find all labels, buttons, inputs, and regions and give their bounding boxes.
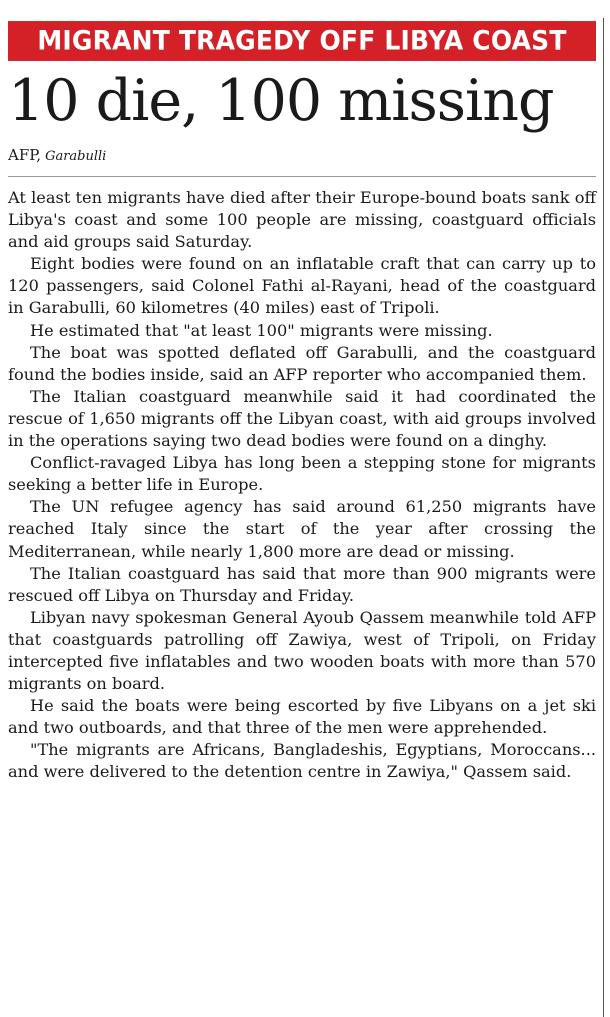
body-paragraph: The UN refugee agency has said around 61,250 migrants have reached Italy since the start of the year after crossing the Mediterranean, while nearly 1,800 more are dead or missing. xyxy=(8,497,596,561)
body-paragraph: He estimated that "at least 100" migrants were missing. xyxy=(30,320,493,340)
headline: 10 die, 100 missing xyxy=(8,68,554,134)
body-paragraph: Libyan navy spokesman General Ayoub Qassem meanwhile told AFP that coastguards patrolling off Zawiya, west of Tripoli, on Friday intercepted five inflatables and two wooden boats with more than 570 migrants on board. xyxy=(8,607,596,694)
body-paragraph: The Italian coastguard meanwhile said it had coordinated the rescue of 1,650 migrants off the Libyan coast, with aid groups involved in the operations saying two dead bodies were found on a dinghy. xyxy=(8,386,596,451)
body-paragraph: He said the boats were being escorted by five Libyans on a jet ski and two outboards, and that three of the men were apprehended. xyxy=(8,696,596,738)
byline xyxy=(8,146,596,166)
column-edge-rule xyxy=(603,18,604,1017)
byline-dateline: Garabulli xyxy=(45,149,107,164)
article-body xyxy=(8,187,596,784)
kicker-banner: MIGRANT TRAGEDY OFF LIBYA COAST xyxy=(8,21,596,61)
body-paragraph: "The migrants are Africans, Bangladeshis, Egyptians, Moroccans... and were delivered to the detention centre in Zawiya," Qassem said. xyxy=(8,740,596,782)
byline-agency: AFP, xyxy=(8,146,42,164)
body-paragraph: The boat was spotted deflated off Garabulli, and the coastguard found the bodies inside, said an AFP reporter who accompanied them. xyxy=(8,342,596,384)
body-paragraph: The Italian coastguard has said that more than 900 migrants were rescued off Libya on Thursday and Friday. xyxy=(8,563,596,605)
body-paragraph: At least ten migrants have died after their Europe-bound boats sank off Libya's coast and some 100 people are missing, coastguard officials and aid groups said Saturday. xyxy=(8,188,596,252)
body-paragraph: Eight bodies were found on an inflatable craft that can carry up to 120 passengers, said Colonel Fathi al-Rayani, head of the coastguard in Garabulli, 60 kilometres (40 miles) east of Tripoli. xyxy=(8,254,596,318)
news-article xyxy=(8,0,596,784)
byline-divider xyxy=(8,176,596,177)
body-paragraph: Conflict-ravaged Libya has long been a stepping stone for migrants seeking a better life in Europe. xyxy=(8,453,596,495)
